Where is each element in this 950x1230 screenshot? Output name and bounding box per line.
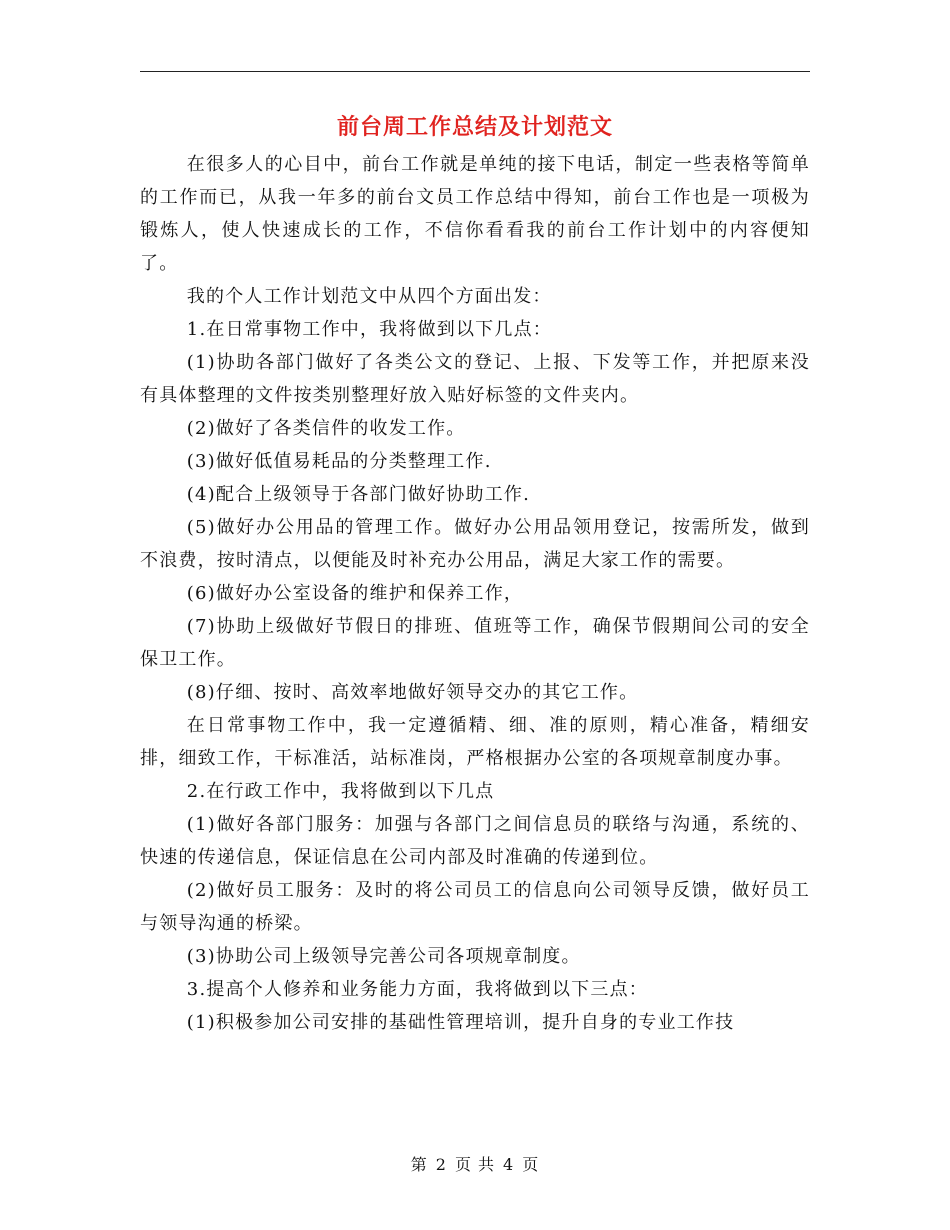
paragraph: (2)做好了各类信件的收发工作。 [186,418,466,439]
paragraph: 3.提高个人修养和业务能力方面，我将做到以下三点： [186,979,648,1000]
page-footer [0,1152,950,1175]
paragraph: (1)做好各部门服务：加强与各部门之间信息员的联络与沟通，系统的、快速的传递信息，保证信息在公司内部及时准确的传递到位。 [140,814,810,868]
paragraph: (3)协助公司上级领导完善公司各项规章制度。 [186,946,581,967]
paragraph: 我的个人工作计划范文中从四个方面出发： [186,286,552,307]
paragraph: 2.在行政工作中，我将做到以下几点 [186,781,495,802]
paragraph: (7)协助上级做好节假日的排班、值班等工作，确保节假期间公司的安全保卫工作。 [140,616,810,670]
paragraph: (1)积极参加公司安排的基础性管理培训，提升自身的专业工作技 [186,1012,735,1033]
paragraph: (4)配合上级领导于各部门做好协助工作. [186,484,531,505]
paragraph: (2)做好员工服务：及时的将公司员工的信息向公司领导反馈，做好员工与领导沟通的桥梁。 [140,880,810,934]
footer-current-page: 2 [435,1155,447,1174]
header-rule [140,71,810,72]
footer-label-of: 页 共 [454,1155,496,1174]
paragraph: (8)仔细、按时、高效率地做好领导交办的其它工作。 [186,682,639,703]
document-body [140,148,810,1039]
document-title: 前台周工作总结及计划范文 [336,114,613,140]
footer-total-pages: 4 [503,1155,515,1174]
footer-label-end: 页 [522,1155,540,1174]
paragraph: (5)做好办公用品的管理工作。做好办公用品领用登记，按需所发，做到不浪费，按时清点，以便能及时补充办公用品，满足大家工作的需要。 [140,517,810,571]
paragraph: (6)做好办公室设备的维护和保养工作， [186,583,524,604]
footer-label-page: 第 [410,1155,428,1174]
paragraph: 在日常事物工作中，我一定遵循精、细、准的原则，精心准备，精细安排，细致工作，干标准活，站标准岗，严格根据办公室的各项规章制度办事。 [140,715,810,769]
paragraph: (3)做好低值易耗品的分类整理工作. [186,451,492,472]
paragraph: 1.在日常事物工作中，我将做到以下几点： [186,319,552,340]
paragraph: (1)协助各部门做好了各类公文的登记、上报、下发等工作，并把原来没有具体整理的文件按类别整理好放入贴好标签的文件夹内。 [140,352,810,406]
paragraph: 在很多人的心目中，前台工作就是单纯的接下电话，制定一些表格等简单的工作而已，从我一年多的前台文员工作总结中得知，前台工作也是一项极为锻炼人，使人快速成长的工作，不信你看看我的前台工作计划中的内容便知了。 [140,154,810,274]
